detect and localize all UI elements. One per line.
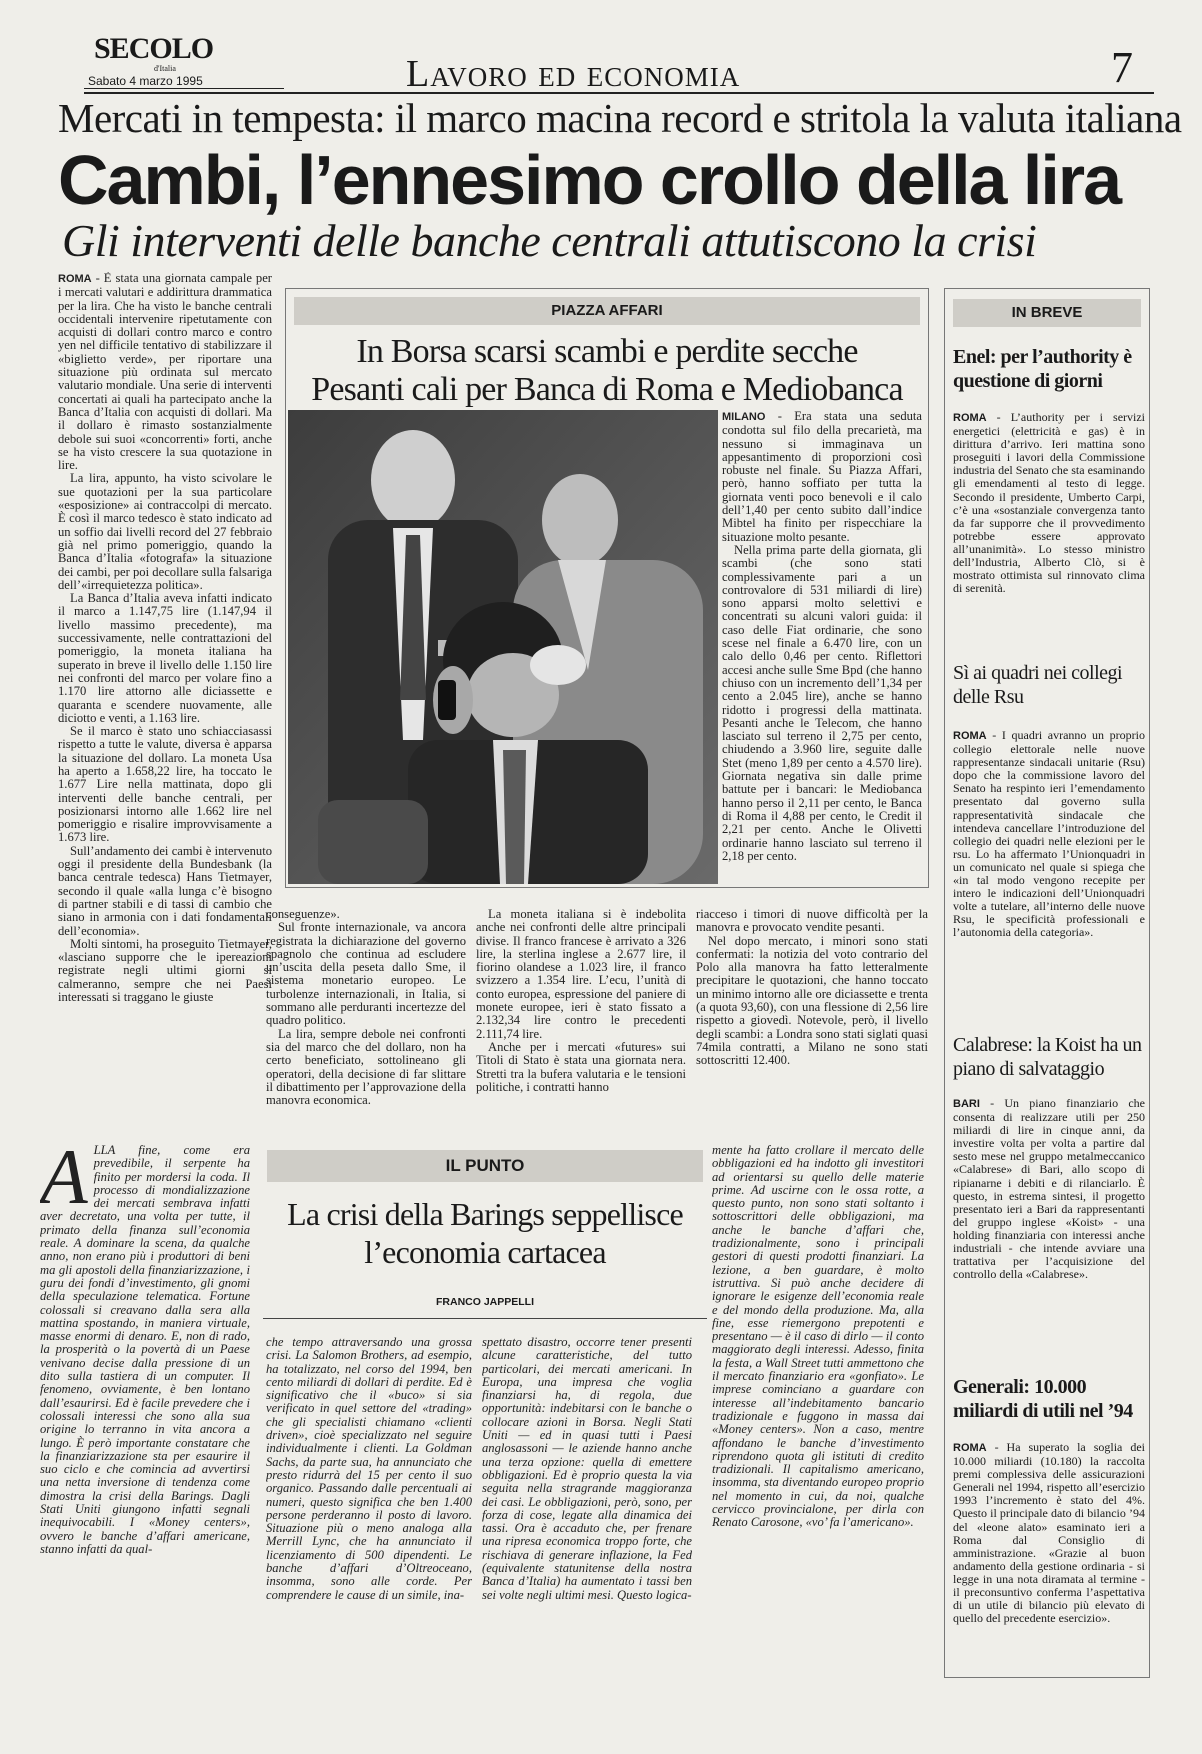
affari-paragraph: MILANO - Era stata una seduta condotta sul filo della precarietà, ma nessuno si immaginava un appesantimento di proporzioni così robuste nel finale. Su Piazza Affari, però, hanno soffiato per tutta la giornata venti poco benevoli e il calo dell’1,40 per cento subito dall’indice Mibtel ha finito per rispecchiare la situazione molto pesante. — [722, 410, 922, 544]
il-punto-title: La crisi della Barings seppellisce l’economia cartacea — [287, 1196, 683, 1270]
lead-paragraph: conseguenze». — [266, 908, 340, 921]
lead-paragraph: Nel dopo mercato, i minori sono stati confermati: la notizia del voto contrario del Polo alla manovra ha fatto letteralmente precipitare le quotazioni, che hanno toccato un minimo intorno alle ore diciassette e trenta (a quota 93,60), con una flessione di 2,56 lire rispetto a giovedì. Notevole, però, il livello degli scambi: a Londra sono stati siglati quasi 74mila contratti, a Milano ne sono stati sottoscritti 12.400. — [696, 933, 928, 1068]
lead-paragraph: ROMA - È stata una giornata campale per i mercati valutari e addirittura drammatica per la lira. Che ha visto le banche centrali occidentali intervenire ripetutamente con acquisti di dollari contro marco e contro yen nel difficile tentativo di stabilizzare il «biglietto verde», per riportare una situazione più ordinata sul mercato valutario mondiale. Una serie di interventi concertati ai quali ha partecipato anche la Banca d’Italia con acquisti di dollari. Ma il dollaro è rimasto sostanzialmente debole sui suoi «concorrenti» forti, anche se ha visto crescere la sua quotazione in lire. — [58, 272, 272, 473]
lead-paragraph: Se il marco è stato uno schiacciasassi rispetto a tutte le valute, diversa è apparsa la situazione del dollaro. La moneta Usa ha aperto a 1.658,22 lire, ha toccato le 1.677 Lire nella mattinata, dopo gli interventi delle banche centrali, per posizionarsi intorno alle 1.662 lire nel pomeriggio e risalire improvvisamente a 1.673 lire. — [58, 724, 272, 845]
lead-paragraph: La moneta italiana si è indebolita anche nei confronti delle altre principali divise. Il franco francese è arrivato a 326 lire, la sterlina inglese a 2.677 lire, il fiorino olandese a 1.023 lire, il franco svizzero a 1.354 lire. L’ecu, l’unità di conto europea, espressione del paniere di monete europee, ieri è stato fissato a 2.132,34 lire contro le precedenti 2.111,74 lire. — [476, 908, 686, 1041]
traders-photo-illustration — [288, 410, 718, 884]
newspaper-logo-subtitle: d'Italia — [154, 64, 176, 73]
breve-item-title: Enel: per l’authority è questione di giorni — [953, 346, 1132, 392]
il-punto-column-2: che tempo attraversando una grossa crisi. La Salomon Brothers, ad esempio, ha totalizzato, nel corso del 1994, ben cento miliardi di dollari di perdite. Ed è significativo che il «buco» si sia verificato in quel settore del «trading» che gli specialisti chiamano «clienti driven», cioè specializzato nel seguire individualmente i clienti. La Goldman Sachs, da parte sua, ha annunciato che presto ridurrà del 15 per cento il suo organico. Passando dalle percentuali ai numeri, questo significa che ben 1.400 persone perderanno il posto di lavoro. Situazione più o meno analoga alla Merrill Lync, che ha annunciato il licenziamento di 500 dipendenti. Le banche d’affari d’Oltreoceano, insomma, sono alle corde. Per comprendere le cause di un simile, ina- — [266, 1336, 472, 1602]
il-punto-column-1: ALLA fine, come era prevedibile, il serpente ha finito per mordersi la coda. Il processo di mondializzazione dei mercati sembrava infatti aver decretato, una volta per tutte, il primato della finanza sull’economia reale. A dominare la scena, da qualche anno, non erano più i produttori di beni ma gli apostoli della finanziarizzazione, i guru dei fondi d’investimento, gli gnomi della speculazione telematica. Fortune colossali si creavano dalla sera alla mattina spostando, in maniera virtuale, masse enormi di denaro. E, non di rado, la prosperità o la povertà di un Paese venivano decise dalla pressione di un dito sulla tastiera di un computer. Il fenomeno, ovviamente, è ben lontano dall’esaurirsi. Ed è facile prevedere che i colossali interessi che sono alla sua origine lo terranno in vita ancora a lungo. È però importante constatare che la finanziarizzazione sta per esaurire il suo ciclo e che comincia ad avvertirsi una netta inversione di tendenza come dimostra la crisi della Barings. Dagli Stati Uniti giungono infatti segnali inequivocabili. I «Money centers», ovvero le banche d’affari americane, stanno infatti da qual- — [40, 1144, 250, 1556]
il-punto-column-3: spettato disastro, occorre tener presenti alcune caratteristiche, del tutto particolari, dei mercati americani. In Europa, una impresa che voglia finanziarsi ha, di regola, due opportunità: indebitarsi con le banche o collocare azioni in Borsa. Negli Stati Uniti — ed in quasi tutti i Paesi anglosassoni — le aziende hanno anche una terza opzione: quella di emettere obbligazioni. Ed è proprio questa la via seguita nella stragrande maggioranza dei casi. Le obbligazioni, però, sono, per forza di cose, legate alla dinamica dei tassi. Ora è accaduto che, per frenare una ripresa economica troppo forte, che rischiava di generare inflazione, la Fed (equivalente statunitense della nostra Banca d’Italia) ha aumentato i tassi ben sei volte negli ultimi mesi. Questo logica- — [482, 1336, 692, 1602]
il-punto-label: IL PUNTO — [267, 1150, 703, 1182]
il-punto-rule — [263, 1318, 707, 1319]
lead-paragraph: Anche per i mercati «futures» sui Titoli di Stato è stata una giornata nera. Stretti tra la bufera valutaria e le tensioni politiche, i contratti hanno — [476, 1039, 686, 1094]
issue-date: Sabato 4 marzo 1995 — [88, 74, 203, 88]
lead-headline: Cambi, l’ennesimo crollo della lira — [58, 141, 1120, 219]
il-punto-byline: FRANCO JAPPELLI — [435, 1296, 534, 1308]
breve-item-text: BARI - Un piano finanziario che consenta di realizzare utili per 250 miliardi di lire in cinque anni, da investire volta per volta a partire dal sesto mese nel gruppo metalmeccanico «Calabrese» di Bari, allo scopo di ripianarne i debiti e di rilanciarlo. È questo, in estrema sintesi, il progetto presentato ieri a Bari da rappresentanti del gruppo inglese «Koist» - una holding finanziaria con interessi anche industriali - che intende avviare una trattativa per l’acquisizione del controllo della «Calabrese». — [953, 1097, 1145, 1282]
lead-dateline: ROMA — [58, 273, 92, 285]
breve-item-text: ROMA - Ha superato la soglia dei 10.000 miliardi (10.180) la raccolta premi complessiva delle assicurazioni Generali nel 1994, rispetto all’esercizio 1993 l’incremento è stato del 4%. Questo il principale dato di bilancio ’94 del «leone alato» esaminato ieri a Roma dal Consiglio di amministrazione. «Grazie al buon andamento della gestione ordinaria - si legge in una nota diramata al termine - il preconsuntivo conferma l’aspettativa di un utile di bilancio più elevato di quello del precedente esercizio». — [953, 1441, 1145, 1626]
in-breve-box — [944, 288, 1150, 1678]
section-title: Lavoro ed economia — [406, 53, 741, 95]
lead-paragraph: Sull’andamento dei cambi è intervenuto oggi il presidente della Bundesbank (la banca centrale tedesca) Hans Tietmayer, secondo il quale «alla lunga c’è bisogno di partner stabili e di tassi di cambio che siano in armonia con i dati fondamentali dell’economia». — [58, 843, 272, 938]
breve-item-text: ROMA - L’authority per i servizi energetici (elettricità e gas) è in dirittura d’arrivo. Ieri mattina sono proseguiti i lavori della Commissione industria del Senato che sta esaminando gli emendamenti al testo di legge. Secondo il presidente, Umberto Carpi, c’è una «sostanziale convergenza tanto da far supporre che il provvedimento potrebbe essere approvato all’unanimità». Lo stesso ministro dell’Industria, Alberto Clò, si è mostrato ottimista sul rinnovato clima di serenità. — [953, 411, 1145, 596]
breve-item-title: Generali: 10.000 miliardi di utili nel ’94 — [953, 1376, 1133, 1422]
lead-subhead: Gli interventi delle banche centrali attutiscono la crisi — [62, 215, 1037, 266]
masthead — [58, 22, 1153, 94]
page-number: 7 — [1111, 43, 1133, 92]
il-punto-column-4: mente ha fatto crollare il mercato delle obbligazioni ed ha indotto gli investitori ad orientarsi su quello delle materie prime. Ad uscirne con le ossa rotte, a questo punto, non sono stati soltanto i sottoscrittori delle obbligazioni, ma anche le banche d’affari che, tradizionalmente, sono i principali gestori di questi prodotti finanziari. La lezione, a ben guardare, è molto istruttiva. Si può anche decidere di ignorare le esigenze dell’economia reale e del mondo della produzione. Ma, alla fine, esse riemergono prepotenti e presentano — è il caso di dirlo — il conto maggiorato degli interessi. Adesso, finita la festa, a Wall Street tutti ammettono che il mercato finanziario era «gonfiato». Le imprese cominciano a guardare con interesse all’indebitamento bancario tradizionale e fuggono in massa dai «Money centers». Non a caso, mentre affondano le banche d’investimento riprendono quota gli istituti di credito tradizionali. Il capitalismo americano, insomma, sta diventando europeo proprio nel momento in cui, da noi, qualche cervicco provincialone, per dirla con Renato Carosone, «vo’ fa l’americano». — [712, 1144, 924, 1530]
piazza-affari-title-line-1: In Borsa scarsi scambi e perdite secche — [356, 333, 858, 370]
lead-article-column-4 — [696, 908, 928, 1128]
breve-item-text: ROMA - I quadri avranno un proprio collegio elettorale nelle nuove rappresentanze sindacali unitarie (Rsu) dopo che la commissione lavoro del Senato ha respinto ieri l’emendamento presentato dal governo sulla rappresentatività sindacale che intendeva cancellare l’introduzione del collegio dei quadri nelle elezioni per le rsu. Lo ha affermato l’Unionquadri in un comunicato nel quale si spiega che «in tal modo vengono recepite per intero le indicazioni dell’Unionquadri volte a tutelare, all’interno delle nuove Rsu, le specificità professionali e l’autonomia della categoria». — [953, 729, 1145, 940]
breve-item-title: Calabrese: la Koist ha un piano di salvataggio — [953, 1034, 1142, 1080]
lead-paragraph: La lira, appunto, ha visto scivolare le sue quotazioni per la sua particolare «esposizione» ai contraccolpi di mercato. È così il marco tedesco è stato indicato ad un soffio dai livelli record del 27 febbraio già nel primo pomeriggio, quando la Banca d’Italia «fotografa» la situazione dei cambi, per poi decollare sulla falsariga dell’«irrequietezza politica». — [58, 471, 272, 592]
newspaper-logo: SECOLO — [94, 32, 214, 65]
affari-dateline: MILANO — [722, 411, 766, 423]
date-rule — [84, 88, 284, 89]
in-breve-label: IN BREVE — [953, 299, 1141, 327]
piazza-affari-label: PIAZZA AFFARI — [294, 297, 920, 325]
lead-paragraph: riacceso i timori di nuove difficoltà per la manovra e provocato vendite pesanti. — [696, 908, 928, 935]
lead-paragraph: La Banca d’Italia aveva infatti indicato il marco a 1.147,75 lire (1.147,94 il livello massimo precedente), ma successivamente, nelle contrattazioni del pomeriggio, la moneta italiana ha superato in breve il livello delle 1.150 lire nei confronti del marco per volare fino a 1.170 lire attorno alle diciassette e quaranta e scendere nuovamente, alle diciotto e venti, a 1.163 lire. — [58, 591, 272, 725]
breve-item-title: Sì ai quadri nei collegi delle Rsu — [953, 662, 1123, 708]
lead-paragraph: Sul fronte internazionale, va ancora registrata la dichiarazione del governo spagnolo che continua ad escludere un’uscita della peseta dallo Sme, il sistema monetario europeo. Le turbolenze internazionali, in Italia, si sommano alle perduranti incertezze del quadro politico. — [266, 920, 466, 1028]
il-punto-dropcap: A — [40, 1144, 88, 1220]
lead-paragraph: La lira, sempre debole nei confronti sia del marco che del dollaro, non ha certo beneficiato, sottolineano gli operatori, della decisione di far slittare il dibattimento per l’approvazione della manovra economica. — [266, 1026, 466, 1108]
lead-article-column-3 — [476, 908, 686, 1128]
lead-article-column-2 — [266, 908, 466, 1128]
affari-paragraph: Nella prima parte della giornata, gli scambi (che sono stati complessivamente pari a un controvalore di 531 miliardi di lire) sono apparsi molto selettivi e concentrati su alcuni valori guida: il caso delle Fiat ordinarie, che sono scese nel finale a 6.470 lire, con un calo dello 0,46 per cento. Riflettori accesi anche sulle Sme Bpd (che hanno chiuso con un incremento dell’1,34 per cento a 2.045 lire), anche se hanno ridotto i progressi della mattinata. Pesanti anche le Telecom, che hanno lasciato sul terreno il 2,75 per cento, chiudendo a 3.960 lire, seguite dalle Stet (meno 1,89 per cento a 4.570 lire). Giornata negativa sin dalle prime battute per i bancari: le Mediobanca hanno perso il 2,11 per cento, le Banca di Roma il 4,88 per cento, le Credit il 2,21 per cento. Anche le Olivetti ordinarie hanno lasciato sul terreno il 2,18 per cento. — [722, 542, 922, 863]
lead-article-column-1 — [58, 272, 272, 1122]
stock-traders-photo — [288, 410, 718, 884]
lead-kicker: Mercati in tempesta: il marco macina record e stritola la valuta italiana — [58, 95, 1182, 141]
piazza-affari-article — [722, 410, 922, 884]
lead-paragraph: Molti sintomi, ha proseguito Tietmayer, «lasciano supporre che le ipereazioni registrate negli ultimi giorni si calmeranno, sempre che nei Paesi interessati si traggano le giuste — [58, 936, 272, 1005]
piazza-affari-title-line-2: Pesanti cali per Banca di Roma e Mediobanca — [311, 371, 903, 408]
